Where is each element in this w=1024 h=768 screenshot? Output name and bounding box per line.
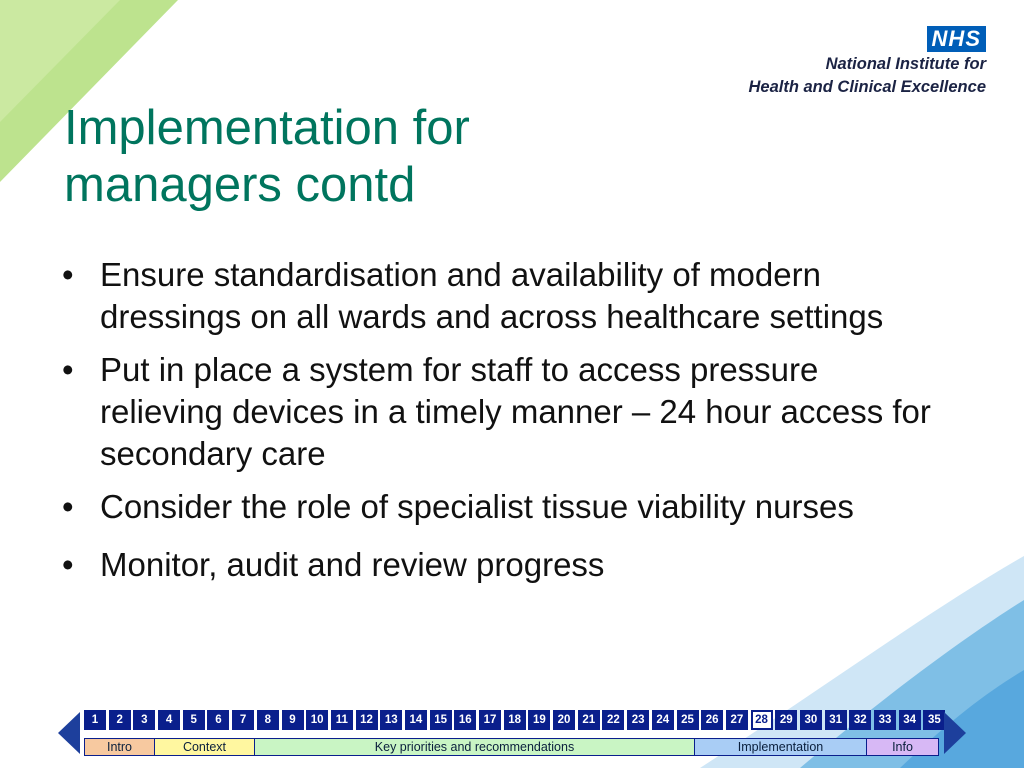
slide-link-31[interactable]: 31: [825, 710, 847, 730]
bullet-item: • Consider the role of specialist tissue viability nurses: [58, 486, 938, 528]
slide-link-24[interactable]: 24: [652, 710, 674, 730]
slide-link-18[interactable]: 18: [504, 710, 526, 730]
slide-link-5[interactable]: 5: [183, 710, 205, 730]
nice-logo: [748, 26, 986, 98]
slide-link-23[interactable]: 23: [627, 710, 649, 730]
bullet-list: [58, 254, 938, 597]
slide-link-35[interactable]: 35: [923, 710, 945, 730]
org-name-line-2: Health and Clinical Excellence: [748, 78, 986, 96]
slide-link-17[interactable]: 17: [479, 710, 501, 730]
slide-link-25[interactable]: 25: [677, 710, 699, 730]
section-tabs: [84, 738, 939, 756]
slide-link-1[interactable]: 1: [84, 710, 106, 730]
slide-link-15[interactable]: 15: [430, 710, 452, 730]
slide-link-13[interactable]: 13: [380, 710, 402, 730]
org-name-line-1: National Institute for: [825, 55, 986, 73]
slide-title: Implementation for managers contd: [64, 101, 470, 212]
section-tab-intro[interactable]: Intro: [85, 739, 155, 755]
bullet-item: • Monitor, audit and review progress: [58, 544, 938, 586]
slide-link-16[interactable]: 16: [454, 710, 476, 730]
prev-slide-button[interactable]: [58, 712, 80, 754]
slide-navigation: [58, 710, 966, 762]
bullet-item: • Ensure standardisation and availability of modern dressings on all wards and across healthcare settings: [58, 254, 938, 338]
slide-link-32[interactable]: 32: [849, 710, 871, 730]
slide-link-12[interactable]: 12: [356, 710, 378, 730]
slide-link-34[interactable]: 34: [899, 710, 921, 730]
slide-number-row: [84, 710, 945, 730]
section-tab-context[interactable]: Context: [155, 739, 255, 755]
slide-link-19[interactable]: 19: [528, 710, 550, 730]
slide-link-8[interactable]: 8: [257, 710, 279, 730]
slide-link-22[interactable]: 22: [602, 710, 624, 730]
slide-link-2[interactable]: 2: [109, 710, 131, 730]
slide-link-11[interactable]: 11: [331, 710, 353, 730]
slide-link-4[interactable]: 4: [158, 710, 180, 730]
slide-link-33[interactable]: 33: [874, 710, 896, 730]
slide-link-28[interactable]: 28: [751, 710, 773, 730]
slide-link-21[interactable]: 21: [578, 710, 600, 730]
slide-link-9[interactable]: 9: [282, 710, 304, 730]
slide-link-7[interactable]: 7: [232, 710, 254, 730]
slide-link-6[interactable]: 6: [207, 710, 229, 730]
slide-link-14[interactable]: 14: [405, 710, 427, 730]
section-tab-info[interactable]: Info: [867, 739, 938, 755]
slide-link-3[interactable]: 3: [133, 710, 155, 730]
nhs-badge: NHS: [927, 26, 986, 52]
slide-link-26[interactable]: 26: [701, 710, 723, 730]
slide-link-27[interactable]: 27: [726, 710, 748, 730]
slide-link-30[interactable]: 30: [800, 710, 822, 730]
next-slide-button[interactable]: [944, 712, 966, 754]
slide-link-20[interactable]: 20: [553, 710, 575, 730]
slide-link-29[interactable]: 29: [775, 710, 797, 730]
bullet-item: • Put in place a system for staff to access pressure relieving devices in a timely manner – 24 hour access for secondary care: [58, 349, 938, 475]
section-tab-implementation[interactable]: Implementation: [695, 739, 867, 755]
slide-link-10[interactable]: 10: [306, 710, 328, 730]
section-tab-key-priorities-and-recommendations[interactable]: Key priorities and recommendations: [255, 739, 695, 755]
